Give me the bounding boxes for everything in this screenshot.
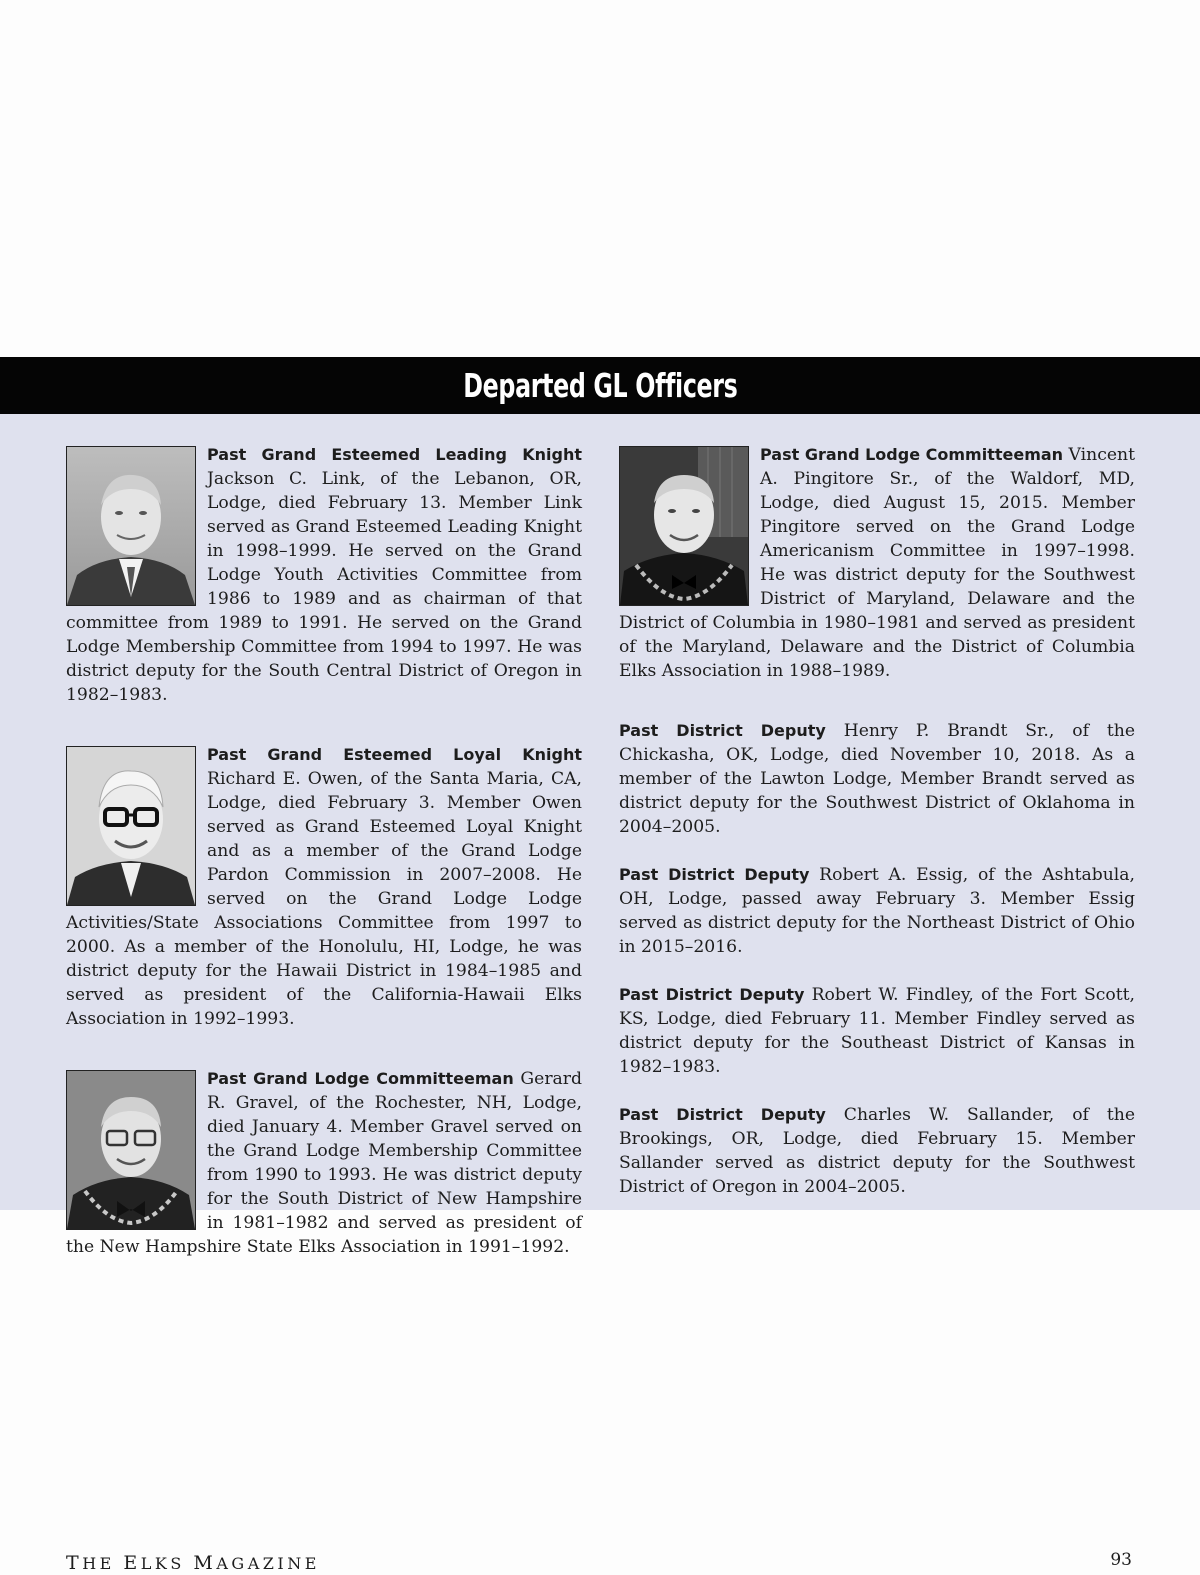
entry-title: Past Grand Lodge Committeeman bbox=[207, 1069, 514, 1088]
spacer bbox=[619, 959, 1135, 983]
portrait-photo bbox=[66, 746, 196, 906]
entry-body: Robert W. Findley, of the Fort Scott, KS, Lodge, died February 11. Member Findley served as district deputy for the Southeast District of Kansas in 1982–1983. bbox=[619, 985, 1135, 1077]
section-banner bbox=[0, 357, 1200, 414]
obituary-entry bbox=[66, 1067, 582, 1259]
entry-body: Richard E. Owen, of the Santa Maria, CA, Lodge, died February 3. Member Owen served as Grand Esteemed Loyal Knight and as a member of the Grand Lodge Pardon Commission in 2007–2008. He served on the Grand Lodge Lodge Activities/State Associations Committee from 1997 to 2000. As a member of the Honolulu, HI, Lodge, he was district deputy for the Hawaii District in 1984–1985 and served as president of the California-Hawaii Elks Association in 1992–1993. bbox=[66, 769, 582, 1029]
spacer bbox=[66, 1031, 582, 1067]
entry-title: Past Grand Esteemed Loyal Knight bbox=[207, 745, 582, 764]
portrait-image-icon bbox=[67, 747, 195, 905]
spacer bbox=[619, 683, 1135, 719]
portrait-image-icon bbox=[620, 447, 748, 605]
obituary-entry bbox=[619, 719, 1135, 839]
portrait-image-icon bbox=[67, 1071, 195, 1229]
portrait-photo bbox=[66, 1070, 196, 1230]
portrait-photo bbox=[619, 446, 749, 606]
section-title: Departed GL Officers bbox=[462, 366, 738, 405]
entry-body: Gerard R. Gravel, of the Rochester, NH, Lodge, died January 4. Member Gravel served on the Grand Lodge Membership Committee from 1990 to 1993. He was district deputy for the South District of New Hampshire in 1981–1982 and served as president of the New Hampshire State Elks Association in 1991–1992. bbox=[66, 1069, 582, 1257]
entry-title: Past Grand Lodge Committeeman bbox=[760, 445, 1064, 464]
entry-body: Charles W. Sallander, of the Brookings, OR, Lodge, died February 15. Member Sallander served as district deputy for the Southwest District of Oregon in 2004–2005. bbox=[619, 1105, 1136, 1197]
entry-title: Past District Deputy bbox=[619, 721, 826, 740]
page-number: 93 bbox=[1110, 1550, 1132, 1570]
obituary-entry bbox=[619, 1103, 1135, 1199]
entry-body: Robert A. Essig, of the Ashtabula, OH, Lodge, passed away February 3. Member Essig served as district deputy for the Northeast District of Ohio in 2015–2016. bbox=[619, 865, 1136, 957]
magazine-name: THE ELKS MAGAZINE bbox=[66, 1552, 320, 1574]
spacer bbox=[619, 1079, 1135, 1103]
right-column bbox=[619, 443, 1135, 1199]
portrait-image-icon bbox=[67, 447, 195, 605]
entry-title: Past District Deputy bbox=[619, 985, 805, 1004]
obituary-entry bbox=[619, 443, 1135, 683]
entry-body: Vincent A. Pingitore Sr., of the Waldorf, MD, Lodge, died August 15, 2015. Member Pingitore served on the Grand Lodge Americanism Committee in 1997–1998. He was district deputy for the Southwest District of Maryland, Delaware and the District of Columbia in 1980–1981 and served as president of the Maryland, Delaware and the District of Columbia Elks Association in 1988–1989. bbox=[619, 445, 1135, 681]
portrait-photo bbox=[66, 446, 196, 606]
left-column bbox=[66, 443, 582, 1259]
entry-title: Past Grand Esteemed Leading Knight bbox=[207, 445, 582, 464]
obituary-entry bbox=[619, 863, 1135, 959]
spacer bbox=[619, 839, 1135, 863]
obituary-entry bbox=[619, 983, 1135, 1079]
obituary-entry bbox=[66, 443, 582, 707]
spacer bbox=[66, 707, 582, 743]
obituary-entry bbox=[66, 743, 582, 1031]
entry-title: Past District Deputy bbox=[619, 1105, 826, 1124]
entry-body: Henry P. Brandt Sr., of the Chickasha, OK, Lodge, died November 10, 2018. As a member of the Lawton Lodge, Member Brandt served as district deputy for the Southwest District of Oklahoma in 2004–2005. bbox=[619, 721, 1136, 837]
entry-title: Past District Deputy bbox=[619, 865, 810, 884]
entry-body: Jackson C. Link, of the Lebanon, OR, Lodge, died February 13. Member Link served as Grand Esteemed Leading Knight in 1998–1999. He served on the Grand Lodge Youth Activities Committee from 1986 to 1989 and as chairman of that committee from 1989 to 1991. He served on the Grand Lodge Membership Committee from 1994 to 1997. He was district deputy for the South Central District of Oregon in 1982–1983. bbox=[66, 469, 582, 705]
